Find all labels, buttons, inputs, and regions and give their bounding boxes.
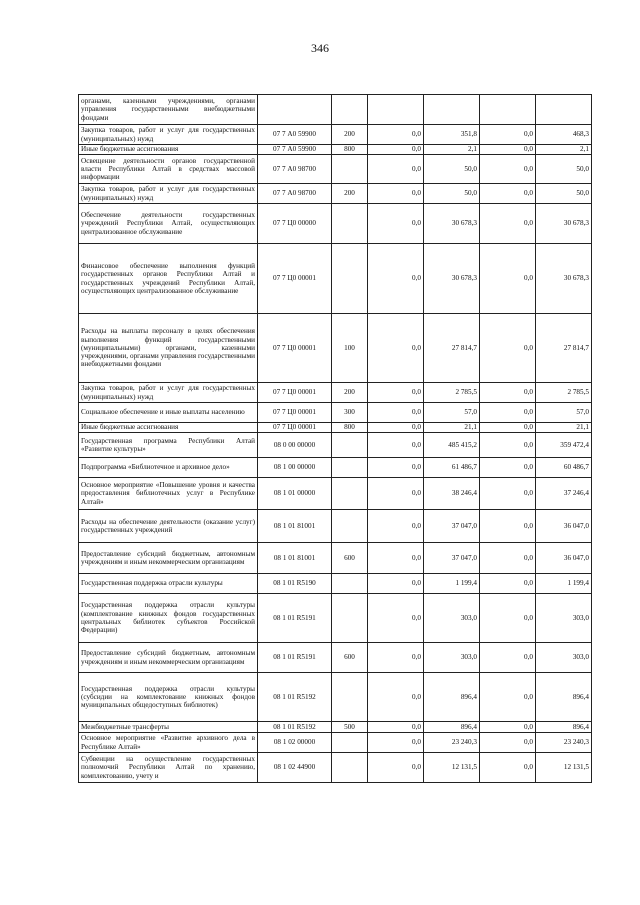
row-value-3-cell: 0,0 bbox=[480, 543, 536, 574]
row-type-cell: 200 bbox=[332, 125, 368, 145]
row-value-1-cell: 0,0 bbox=[368, 184, 424, 204]
row-value-4-cell: 23 240,3 bbox=[536, 733, 592, 753]
row-value-3-cell: 0,0 bbox=[480, 314, 536, 383]
table-row bbox=[79, 643, 592, 673]
row-type-cell bbox=[332, 433, 368, 458]
row-value-4-cell: 2,1 bbox=[536, 145, 592, 155]
row-value-3-cell: 0,0 bbox=[480, 145, 536, 155]
row-code-cell: 08 1 01 00000 bbox=[258, 478, 332, 510]
row-value-3-cell: 0,0 bbox=[480, 244, 536, 314]
table-row bbox=[79, 510, 592, 543]
budget-table-body bbox=[79, 95, 592, 783]
row-value-2-cell: 30 678,3 bbox=[424, 204, 480, 244]
table-row bbox=[79, 733, 592, 753]
table-row bbox=[79, 574, 592, 594]
row-value-1-cell: 0,0 bbox=[368, 594, 424, 643]
table-row bbox=[79, 383, 592, 403]
row-code-cell: 08 1 01 R5191 bbox=[258, 594, 332, 643]
row-value-1-cell bbox=[368, 95, 424, 125]
row-value-2-cell: 37 047,0 bbox=[424, 510, 480, 543]
row-value-4-cell: 36 047,0 bbox=[536, 543, 592, 574]
row-value-3-cell: 0,0 bbox=[480, 643, 536, 673]
row-type-cell: 800 bbox=[332, 423, 368, 433]
row-value-4-cell: 303,0 bbox=[536, 594, 592, 643]
row-value-4-cell bbox=[536, 95, 592, 125]
row-value-1-cell: 0,0 bbox=[368, 574, 424, 594]
row-name-cell: Подпрограмма «Библиотечное и архивное дело» bbox=[79, 458, 258, 478]
table-row bbox=[79, 543, 592, 574]
table-row bbox=[79, 458, 592, 478]
row-type-cell: 200 bbox=[332, 383, 368, 403]
row-value-1-cell: 0,0 bbox=[368, 244, 424, 314]
row-code-cell: 08 1 01 R5192 bbox=[258, 673, 332, 722]
row-code-cell: 07 7 Ц0 00001 bbox=[258, 403, 332, 423]
row-name-cell: Государственная программа Республики Алтай «Развитие культуры» bbox=[79, 433, 258, 458]
row-type-cell: 500 bbox=[332, 722, 368, 733]
row-value-2-cell: 21,1 bbox=[424, 423, 480, 433]
row-type-cell bbox=[332, 204, 368, 244]
row-value-1-cell: 0,0 bbox=[368, 673, 424, 722]
row-value-3-cell: 0,0 bbox=[480, 433, 536, 458]
row-value-3-cell: 0,0 bbox=[480, 204, 536, 244]
row-value-1-cell: 0,0 bbox=[368, 510, 424, 543]
row-type-cell: 600 bbox=[332, 643, 368, 673]
row-type-cell: 600 bbox=[332, 543, 368, 574]
row-value-1-cell: 0,0 bbox=[368, 733, 424, 753]
row-value-2-cell: 27 814,7 bbox=[424, 314, 480, 383]
row-value-4-cell: 1 199,4 bbox=[536, 574, 592, 594]
row-value-3-cell: 0,0 bbox=[480, 722, 536, 733]
row-value-2-cell: 303,0 bbox=[424, 643, 480, 673]
row-name-cell: Предоставление субсидий бюджетным, автономным учреждениям и иным некоммерческим организациям bbox=[79, 643, 258, 673]
row-value-4-cell: 37 246,4 bbox=[536, 478, 592, 510]
table-row bbox=[79, 478, 592, 510]
row-name-cell: Закупка товаров, работ и услуг для государственных (муниципальных) нужд bbox=[79, 184, 258, 204]
row-code-cell: 07 7 Ц0 00001 bbox=[258, 423, 332, 433]
table-row bbox=[79, 244, 592, 314]
row-value-2-cell: 2,1 bbox=[424, 145, 480, 155]
row-value-2-cell: 57,0 bbox=[424, 403, 480, 423]
row-value-3-cell: 0,0 bbox=[480, 383, 536, 403]
row-value-1-cell: 0,0 bbox=[368, 423, 424, 433]
row-code-cell: 07 7 Ц0 00001 bbox=[258, 314, 332, 383]
row-type-cell bbox=[332, 574, 368, 594]
row-value-2-cell: 61 486,7 bbox=[424, 458, 480, 478]
row-value-2-cell: 896,4 bbox=[424, 722, 480, 733]
row-value-3-cell: 0,0 bbox=[480, 478, 536, 510]
row-value-1-cell: 0,0 bbox=[368, 155, 424, 184]
row-value-4-cell: 36 047,0 bbox=[536, 510, 592, 543]
page-number: 346 bbox=[311, 41, 329, 55]
row-value-2-cell: 485 415,2 bbox=[424, 433, 480, 458]
row-name-cell: Субвенции на осуществление государственных полномочий Республики Алтай по хранению, комплектованию, учету и bbox=[79, 753, 258, 783]
row-value-2-cell: 37 047,0 bbox=[424, 543, 480, 574]
row-code-cell: 08 1 01 R5192 bbox=[258, 722, 332, 733]
row-code-cell bbox=[258, 95, 332, 125]
row-value-4-cell: 303,0 bbox=[536, 643, 592, 673]
row-code-cell: 08 1 01 R5190 bbox=[258, 574, 332, 594]
row-value-4-cell: 50,0 bbox=[536, 155, 592, 184]
row-value-1-cell: 0,0 bbox=[368, 543, 424, 574]
row-value-3-cell: 0,0 bbox=[480, 125, 536, 145]
row-value-3-cell: 0,0 bbox=[480, 510, 536, 543]
row-name-cell: органами, казенными учреждениями, органами управления государственными внебюджетными фондами bbox=[79, 95, 258, 125]
row-value-4-cell: 21,1 bbox=[536, 423, 592, 433]
row-value-1-cell: 0,0 bbox=[368, 478, 424, 510]
row-value-2-cell: 351,8 bbox=[424, 125, 480, 145]
row-value-2-cell: 2 785,5 bbox=[424, 383, 480, 403]
row-value-1-cell: 0,0 bbox=[368, 433, 424, 458]
row-value-3-cell: 0,0 bbox=[480, 184, 536, 204]
row-name-cell: Закупка товаров, работ и услуг для государственных (муниципальных) нужд bbox=[79, 125, 258, 145]
table-row bbox=[79, 95, 592, 125]
table-row bbox=[79, 673, 592, 722]
row-value-3-cell: 0,0 bbox=[480, 423, 536, 433]
table-row bbox=[79, 403, 592, 423]
row-code-cell: 07 7 Ц0 00001 bbox=[258, 383, 332, 403]
row-value-1-cell: 0,0 bbox=[368, 722, 424, 733]
row-code-cell: 08 1 01 R5191 bbox=[258, 643, 332, 673]
row-value-4-cell: 2 785,5 bbox=[536, 383, 592, 403]
row-value-2-cell: 50,0 bbox=[424, 155, 480, 184]
row-value-2-cell: 303,0 bbox=[424, 594, 480, 643]
row-value-3-cell: 0,0 bbox=[480, 753, 536, 783]
row-value-3-cell: 0,0 bbox=[480, 594, 536, 643]
row-value-2-cell: 38 246,4 bbox=[424, 478, 480, 510]
row-value-1-cell: 0,0 bbox=[368, 314, 424, 383]
row-value-2-cell: 1 199,4 bbox=[424, 574, 480, 594]
row-code-cell: 08 1 02 44900 bbox=[258, 753, 332, 783]
row-type-cell bbox=[332, 594, 368, 643]
table-row bbox=[79, 594, 592, 643]
row-type-cell: 100 bbox=[332, 314, 368, 383]
row-value-4-cell: 27 814,7 bbox=[536, 314, 592, 383]
budget-table bbox=[78, 94, 592, 783]
row-name-cell: Предоставление субсидий бюджетным, автономным учреждениям и иным некоммерческим организациям bbox=[79, 543, 258, 574]
row-value-4-cell: 57,0 bbox=[536, 403, 592, 423]
row-type-cell bbox=[332, 733, 368, 753]
row-value-1-cell: 0,0 bbox=[368, 458, 424, 478]
row-value-3-cell: 0,0 bbox=[480, 574, 536, 594]
row-value-4-cell: 359 472,4 bbox=[536, 433, 592, 458]
row-name-cell: Расходы на выплаты персоналу в целях обеспечения выполнения функций государственными (муниципальными) органами, казенными учреждениями, органами управления государственными внебюджетными фондами bbox=[79, 314, 258, 383]
row-code-cell: 07 7 А0 59900 bbox=[258, 145, 332, 155]
row-value-4-cell: 12 131,5 bbox=[536, 753, 592, 783]
row-value-4-cell: 896,4 bbox=[536, 673, 592, 722]
row-value-4-cell: 30 678,3 bbox=[536, 204, 592, 244]
row-type-cell bbox=[332, 95, 368, 125]
table-row bbox=[79, 184, 592, 204]
row-type-cell: 200 bbox=[332, 184, 368, 204]
row-type-cell bbox=[332, 478, 368, 510]
row-value-1-cell: 0,0 bbox=[368, 643, 424, 673]
row-name-cell: Иные бюджетные ассигнования bbox=[79, 423, 258, 433]
table-row bbox=[79, 314, 592, 383]
row-type-cell bbox=[332, 673, 368, 722]
row-value-3-cell bbox=[480, 95, 536, 125]
row-value-1-cell: 0,0 bbox=[368, 753, 424, 783]
row-value-1-cell: 0,0 bbox=[368, 125, 424, 145]
row-value-4-cell: 30 678,3 bbox=[536, 244, 592, 314]
row-type-cell: 300 bbox=[332, 403, 368, 423]
row-value-3-cell: 0,0 bbox=[480, 403, 536, 423]
row-name-cell: Социальное обеспечение и иные выплаты населению bbox=[79, 403, 258, 423]
row-name-cell: Иные бюджетные ассигнования bbox=[79, 145, 258, 155]
row-value-1-cell: 0,0 bbox=[368, 204, 424, 244]
row-name-cell: Государственная поддержка отрасли культуры (комплектование книжных фондов государственных центральных библиотек субъектов Российской Федерации) bbox=[79, 594, 258, 643]
row-code-cell: 08 1 00 00000 bbox=[258, 458, 332, 478]
row-name-cell: Расходы на обеспечение деятельности (оказание услуг) государственных учреждений bbox=[79, 510, 258, 543]
row-value-1-cell: 0,0 bbox=[368, 145, 424, 155]
row-value-4-cell: 896,4 bbox=[536, 722, 592, 733]
row-name-cell: Государственная поддержка отрасли культуры (субсидии на комплектование книжных фондов муниципальных общедоступных библиотек) bbox=[79, 673, 258, 722]
table-row bbox=[79, 423, 592, 433]
row-code-cell: 08 1 01 81001 bbox=[258, 543, 332, 574]
row-value-2-cell: 23 240,3 bbox=[424, 733, 480, 753]
table-row bbox=[79, 753, 592, 783]
row-value-3-cell: 0,0 bbox=[480, 458, 536, 478]
table-row bbox=[79, 125, 592, 145]
row-name-cell: Основное мероприятие «Повышение уровня и качества предоставления библиотечных услуг в Республике Алтай» bbox=[79, 478, 258, 510]
row-value-3-cell: 0,0 bbox=[480, 155, 536, 184]
row-name-cell: Основное мероприятие «Развитие архивного дела в Республике Алтай» bbox=[79, 733, 258, 753]
row-value-4-cell: 60 486,7 bbox=[536, 458, 592, 478]
row-name-cell: Освещение деятельности органов государственной власти Республики Алтай в средствах массовой информации bbox=[79, 155, 258, 184]
row-value-4-cell: 50,0 bbox=[536, 184, 592, 204]
row-value-2-cell: 30 678,3 bbox=[424, 244, 480, 314]
row-value-3-cell: 0,0 bbox=[480, 733, 536, 753]
row-code-cell: 07 7 А0 98700 bbox=[258, 184, 332, 204]
row-code-cell: 07 7 Ц0 00000 bbox=[258, 204, 332, 244]
row-value-3-cell: 0,0 bbox=[480, 673, 536, 722]
row-type-cell bbox=[332, 244, 368, 314]
row-value-1-cell: 0,0 bbox=[368, 383, 424, 403]
row-value-1-cell: 0,0 bbox=[368, 403, 424, 423]
row-code-cell: 07 7 А0 98700 bbox=[258, 155, 332, 184]
row-type-cell bbox=[332, 753, 368, 783]
row-name-cell: Обеспечение деятельности государственных учреждений Республики Алтай, осуществляющих централизованное обслуживание bbox=[79, 204, 258, 244]
row-code-cell: 08 0 00 00000 bbox=[258, 433, 332, 458]
row-name-cell: Финансовое обеспечение выполнения функций государственных органов Республики Алтай и государственных учреждений Республики Алтай, осуществляющих централизованное обслуживание bbox=[79, 244, 258, 314]
row-code-cell: 07 7 Ц0 00001 bbox=[258, 244, 332, 314]
row-code-cell: 07 7 А0 59900 bbox=[258, 125, 332, 145]
table-row bbox=[79, 145, 592, 155]
row-value-2-cell: 50,0 bbox=[424, 184, 480, 204]
row-value-4-cell: 468,3 bbox=[536, 125, 592, 145]
table-row bbox=[79, 722, 592, 733]
row-value-2-cell bbox=[424, 95, 480, 125]
row-code-cell: 08 1 02 00000 bbox=[258, 733, 332, 753]
row-type-cell bbox=[332, 458, 368, 478]
table-row bbox=[79, 204, 592, 244]
table-row bbox=[79, 155, 592, 184]
row-name-cell: Закупка товаров, работ и услуг для государственных (муниципальных) нужд bbox=[79, 383, 258, 403]
table-row bbox=[79, 433, 592, 458]
row-code-cell: 08 1 01 81001 bbox=[258, 510, 332, 543]
row-name-cell: Межбюджетные трансферты bbox=[79, 722, 258, 733]
row-type-cell bbox=[332, 155, 368, 184]
row-value-2-cell: 12 131,5 bbox=[424, 753, 480, 783]
row-value-2-cell: 896,4 bbox=[424, 673, 480, 722]
row-type-cell: 800 bbox=[332, 145, 368, 155]
row-type-cell bbox=[332, 510, 368, 543]
row-name-cell: Государственная поддержка отрасли культуры bbox=[79, 574, 258, 594]
